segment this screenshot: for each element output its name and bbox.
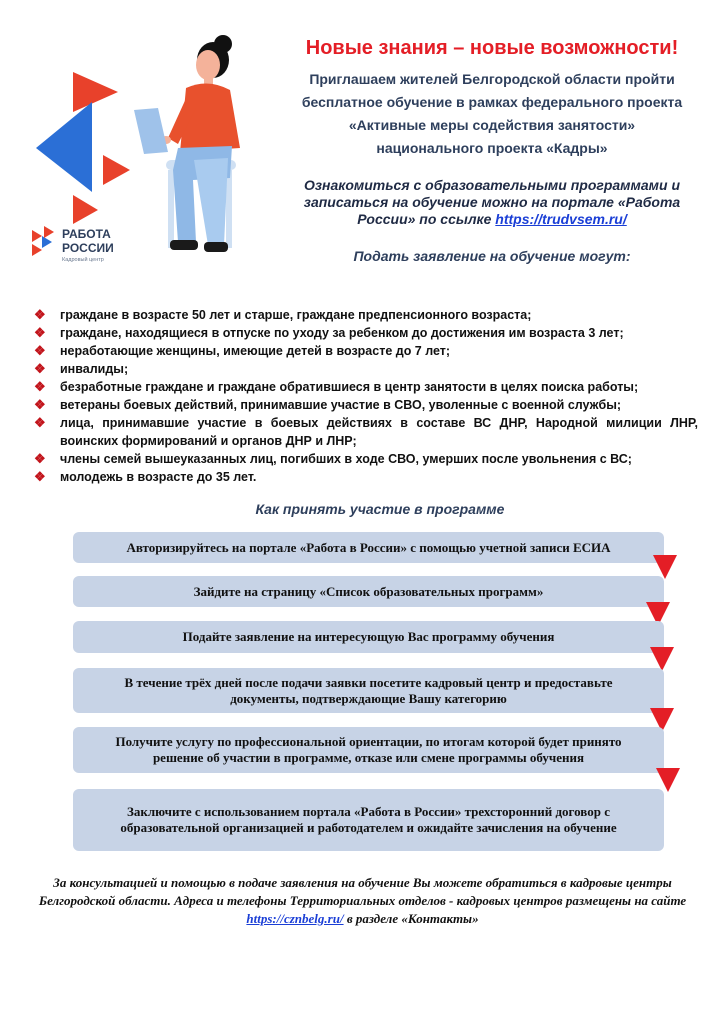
step-5-box: Получите услугу по профессиональной ориентации, по итогам которой будет принято решение об участии в программе, отказе или смене программы обучения — [73, 727, 664, 773]
intro-line: Приглашаем жителей Белгородской области пройти — [309, 71, 675, 87]
rabota-rossii-logo — [32, 226, 114, 263]
cznbelg-link[interactable]: https://cznbelg.ru/ — [246, 911, 344, 926]
logo-text-line1: РАБОТА — [62, 227, 111, 241]
list-item-text: неработающие женщины, имеющие детей в возрасте до 7 лет; — [60, 344, 451, 358]
eligibility-list — [34, 306, 698, 486]
intro-line: бесплатное обучение в рамках федерального проекта — [301, 94, 683, 110]
logo-subtitle: Кадровый центр — [62, 257, 104, 263]
steps-heading: Как принять участие в программе — [255, 501, 505, 517]
list-item-text: граждане, находящиеся в отпуске по уходу за ребенком до достижения им возраста 3 лет; — [60, 326, 624, 340]
illustration — [18, 30, 278, 270]
eligibility-heading: Подать заявление на обучение могут: — [353, 248, 631, 264]
list-item — [34, 450, 698, 468]
diamond-bullet-icon: ❖ — [34, 469, 46, 484]
diamond-bullet-icon: ❖ — [34, 379, 46, 394]
portal-note — [282, 177, 702, 228]
step-1-box: Авторизируйтесь на портале «Работа в России» с помощью учетной записи ЕСИА — [73, 532, 664, 563]
decorative-shapes — [36, 72, 130, 224]
footer-text: За консультацией и помощью в подаче заявления на обучение Вы можете обратиться в кадровые центры Белгородской области. Адреса и телефоны Территориальных отделов - кадровых центров размещены на сайте — [38, 875, 687, 908]
diamond-bullet-icon: ❖ — [34, 451, 46, 466]
logo-text-line2: РОССИИ — [62, 241, 114, 255]
diamond-bullet-icon: ❖ — [34, 397, 46, 412]
list-item — [34, 414, 698, 450]
step-4-box: В течение трёх дней после подачи заявки посетите кадровый центр и предоставьте документы, подтверждающие Вашу категорию — [73, 668, 664, 713]
diamond-bullet-icon: ❖ — [34, 361, 46, 376]
diamond-bullet-icon: ❖ — [34, 325, 46, 340]
woman-with-laptop-icon — [134, 35, 240, 252]
trudvsem-link[interactable]: https://trudvsem.ru/ — [495, 211, 627, 227]
diamond-bullet-icon: ❖ — [34, 307, 46, 322]
list-item-text: безработные граждане и граждане обратившиеся в центр занятости в целях поиска работы; — [60, 380, 639, 394]
footer-text-end: в разделе «Контакты» — [343, 911, 479, 926]
portal-note-text: Ознакомиться с образовательными программами и записаться на обучение можно на портале «Работа России» по ссылке — [303, 177, 681, 227]
step-6-box: Заключите с использованием портала «Работа в России» трехсторонний договор с образовательной организацией и работодателем и ожидайте зачисления на обучение — [73, 789, 664, 851]
list-item-text: члены семей вышеуказанных лиц, погибших в ходе СВО, умерших после увольнения с ВС; — [60, 452, 632, 466]
step-3-box: Подайте заявление на интересующую Вас программу обучения — [73, 621, 664, 653]
list-item — [34, 468, 698, 486]
list-item — [34, 342, 698, 360]
list-item — [34, 324, 698, 342]
footer-note — [30, 874, 695, 928]
list-item-text: лица, принимавшие участие в боевых действиях в составе ВС ДНР, Народной милиции ЛНР, воинских формирований и органов ДНР и ЛНР; — [60, 416, 698, 448]
list-item-text: ветераны боевых действий, принимавшие участие в СВО, уволенные с военной службы; — [60, 398, 622, 412]
list-item — [34, 306, 698, 324]
list-item-text: молодежь в возрасте до 35 лет. — [60, 470, 257, 484]
list-item — [34, 360, 698, 378]
intro-text — [282, 68, 702, 160]
intro-line: национального проекта «Кадры» — [376, 140, 608, 156]
list-item — [34, 396, 698, 414]
diamond-bullet-icon: ❖ — [34, 415, 46, 430]
list-item — [34, 378, 698, 396]
intro-line: «Активные меры содействия занятости» — [348, 117, 636, 133]
page-title: Новые знания – новые возможности! — [305, 37, 679, 59]
list-item-text: граждане в возрасте 50 лет и старше, граждане предпенсионного возраста; — [60, 308, 532, 322]
step-2-box: Зайдите на страницу «Список образовательных программ» — [73, 576, 664, 607]
list-item-text: инвалиды; — [60, 362, 129, 376]
diamond-bullet-icon: ❖ — [34, 343, 46, 358]
